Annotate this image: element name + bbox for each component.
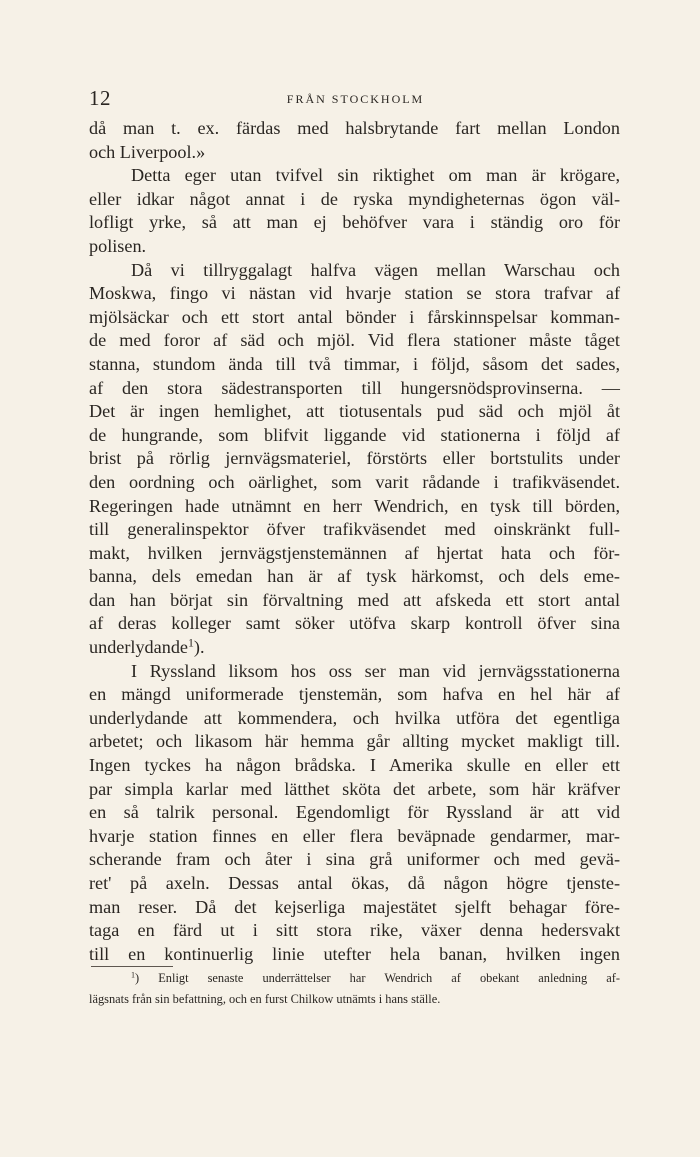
body-text — [89, 117, 620, 966]
line-text: af deras kolleger samt söker utöfva skarp kontroll öfver sina — [89, 613, 620, 634]
line-text: arbetet; och likasom här hemma går allting mycket makligt till. — [89, 731, 620, 752]
text-line — [89, 400, 620, 424]
text-line — [89, 471, 620, 495]
line-text: eller idkar något annat i de ryska myndigheternas ögon väl- — [89, 188, 620, 209]
line-text: Ingen tyckes ha någon brådska. I Amerika skulle en eller ett — [89, 755, 620, 776]
line-text: Moskwa, fingo vi nästan vid hvarje station se stora trafvar af — [89, 283, 620, 304]
text-line — [89, 353, 620, 377]
line-text: par simpla karlar med lätthet sköta det arbete, som här kräfver — [89, 778, 620, 799]
text-line — [89, 377, 620, 401]
line-text: man reser. Då det kejserliga majestätet sjelft behagar före- — [89, 896, 620, 917]
text-line — [89, 164, 620, 188]
text-line — [89, 660, 620, 684]
footnote-line — [89, 968, 620, 989]
text-line — [89, 235, 620, 259]
line-text: underlydande — [89, 637, 188, 658]
footnote-text: ) Enligt senaste underrättelser har Wendrich af obekant anledning af- — [135, 971, 620, 985]
running-head: FRÅN STOCKHOLM — [286, 92, 425, 106]
line-text: ret' på axeln. Dessas antal ökas, då någon högre tjenste- — [89, 873, 620, 893]
footnote-line: lägsnats från sin befattning, och en furst Chilkow utnämts i hans ställe. — [89, 992, 441, 1006]
text-line — [89, 495, 620, 519]
line-text: lofligt yrke, så att man ej behöfver vara i ständig oro för — [89, 212, 620, 233]
line-text: scherande fram och åter i sina grå uniformer och med gevä- — [89, 849, 620, 870]
line-text: Detta eger utan tvifvel sin riktighet om man är krögare, — [131, 165, 620, 186]
text-line — [89, 754, 620, 778]
text-line — [89, 707, 620, 731]
line-text: taga en färd ut i sitt stora rike, växer denna hedersvakt — [89, 920, 620, 941]
line-text: mjölsäckar och ett stort antal bönder i fårskinnspelsar komman- — [89, 306, 620, 327]
text-line — [89, 896, 620, 920]
text-line — [89, 188, 620, 212]
line-text-tail: ). — [193, 637, 205, 658]
text-line — [89, 141, 620, 165]
line-text: banna, dels emedan han är af tysk härkomst, och dels eme- — [89, 566, 620, 587]
line-text: då man t. ex. färdas med halsbrytande fart mellan London — [89, 118, 620, 138]
line-text: polisen. — [89, 235, 147, 256]
text-line — [89, 329, 620, 353]
line-text: Då vi tillryggalagt halfva vägen mellan Warschau och — [131, 259, 620, 280]
line-text: de hungrande, som blifvit liggande vid stationerna i följd af — [89, 424, 620, 445]
footnote-divider — [91, 966, 173, 967]
line-text: brist på rörlig jernvägsmateriel, förstörts eller bortstulits under — [89, 448, 620, 469]
text-line — [89, 589, 620, 613]
text-line — [89, 306, 620, 330]
text-line — [89, 730, 620, 754]
line-text: till generalinspektor öfver trafikväsendet med oinskränkt full- — [89, 519, 620, 540]
line-text: och Liverpool.» — [89, 141, 206, 162]
page-header — [89, 86, 622, 110]
line-text: I Ryssland liksom hos oss ser man vid jernvägsstationerna — [131, 660, 620, 681]
text-line — [89, 825, 620, 849]
footnote-reference: 1 — [187, 635, 194, 650]
text-line — [89, 683, 620, 707]
text-line — [89, 636, 620, 660]
line-text: Regeringen hade utnämnt en herr Wendrich, en tysk till börden, — [89, 495, 620, 516]
text-line — [89, 211, 620, 235]
footnotes — [89, 968, 620, 1010]
line-text: stanna, stundom ända till två timmar, i följd, såsom det sades, — [89, 353, 620, 374]
text-line — [89, 542, 620, 566]
page-number: 12 — [89, 86, 111, 110]
text-line — [89, 447, 620, 471]
line-text: hvarje station finnes en eller flera beväpnade gendarmer, mar- — [89, 825, 620, 846]
line-text: de med foror af säd och mjöl. Vid flera stationer måste tåget — [89, 330, 620, 351]
line-text: den oordning och oärlighet, som varit rådande i trafikväsendet. — [89, 471, 620, 492]
text-line — [89, 919, 620, 943]
line-text: en mängd uniformerade tjenstemän, som hafva en hel här af — [89, 684, 620, 705]
footnote-marker: 1 — [131, 970, 136, 980]
line-text: underlydande att kommendera, och hvilka utföra det egentliga — [89, 707, 620, 728]
text-line — [89, 565, 620, 589]
text-line — [89, 801, 620, 825]
line-text: till en kontinuerlig linie utefter hela banan, hvilken ingen — [89, 943, 620, 964]
text-line — [89, 518, 620, 542]
line-text: en så talrik personal. Egendomligt för Ryssland är att vid — [89, 802, 620, 823]
text-line — [89, 848, 620, 872]
text-line — [89, 612, 620, 636]
text-line — [89, 872, 620, 896]
line-text: af den stora sädestransporten till hungersnödsprovinserna. — — [89, 377, 620, 398]
text-line — [89, 259, 620, 283]
line-text: dan han börjat sin förvaltning med att afskeda ett stort antal — [89, 589, 620, 610]
line-text: makt, hvilken jernvägstjenstemännen af hjertat hata och för- — [89, 542, 620, 563]
text-line — [89, 117, 620, 141]
text-line — [89, 424, 620, 448]
text-line — [89, 778, 620, 802]
line-text: Det är ingen hemlighet, att tiotusentals pud säd och mjöl åt — [89, 401, 620, 422]
text-line — [89, 282, 620, 306]
text-line — [89, 943, 620, 967]
